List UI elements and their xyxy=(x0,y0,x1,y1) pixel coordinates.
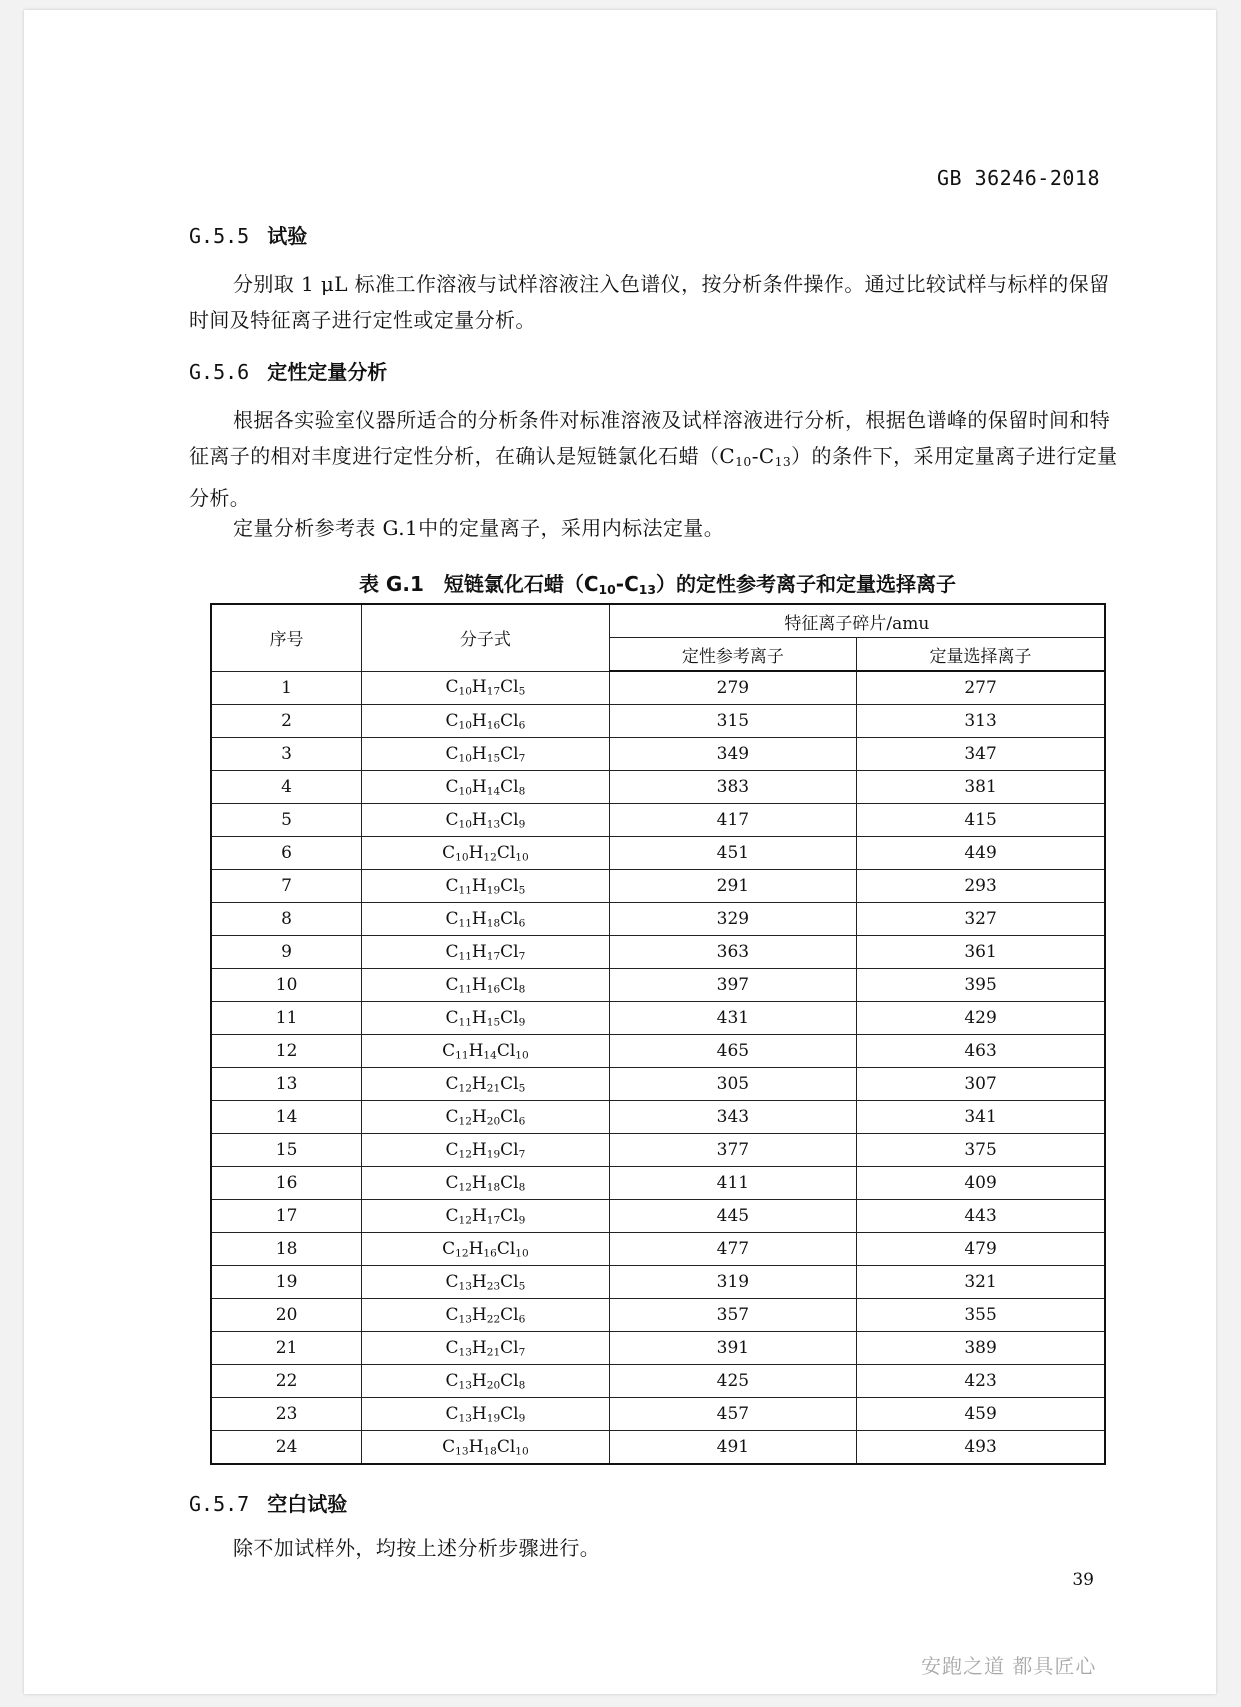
paragraph-qualitative-quantitative: 根据各实验室仪器所适合的分析条件对标准溶液及试样溶液进行分析，根据色谱峰的保留时间和特征离子的相对丰度进行定性分析，在确认是短链氯化石蜡$(C_{10}-C_{13})$的条件下，采用定量离子进行定量分析。 xyxy=(189,408,1118,511)
section-title: 定性定量分析 xyxy=(267,360,388,384)
column-header-quantitative: 定量选择离子 xyxy=(857,638,1105,672)
row-qualitative-ion: 451 xyxy=(609,837,856,870)
row-qualitative-ion: 329 xyxy=(609,903,856,936)
row-qualitative-ion: 491 xyxy=(609,1431,856,1465)
row-qualitative-ion: 377 xyxy=(609,1134,856,1167)
table-row xyxy=(211,1431,1105,1465)
row-quantitative-ion: 463 xyxy=(857,1035,1105,1068)
section-number: G.5.6 xyxy=(189,360,250,384)
row-formula: $C_{11}H_{16}Cl_8$ xyxy=(362,969,610,1002)
table-row xyxy=(211,1299,1105,1332)
row-index: 23 xyxy=(211,1398,362,1431)
row-quantitative-ion: 327 xyxy=(857,903,1105,936)
row-quantitative-ion: 479 xyxy=(857,1233,1105,1266)
row-index: 3 xyxy=(211,738,362,771)
row-quantitative-ion: 375 xyxy=(857,1134,1105,1167)
row-qualitative-ion: 319 xyxy=(609,1266,856,1299)
row-qualitative-ion: 357 xyxy=(609,1299,856,1332)
row-index: 24 xyxy=(211,1431,362,1465)
table-row xyxy=(211,1035,1105,1068)
table-row xyxy=(211,1200,1105,1233)
row-index: 16 xyxy=(211,1167,362,1200)
page-number: 39 xyxy=(1072,1570,1094,1590)
table-row xyxy=(211,936,1105,969)
row-index: 15 xyxy=(211,1134,362,1167)
row-quantitative-ion: 355 xyxy=(857,1299,1105,1332)
row-qualitative-ion: 425 xyxy=(609,1365,856,1398)
section-number: G.5.5 xyxy=(189,224,250,248)
section-heading-g-5-7 xyxy=(189,1488,347,1517)
row-index: 14 xyxy=(211,1101,362,1134)
row-qualitative-ion: 315 xyxy=(609,705,856,738)
row-formula: $C_{13}H_{22}Cl_6$ xyxy=(362,1299,610,1332)
document-page xyxy=(24,10,1216,1694)
row-formula: $C_{13}H_{19}Cl_9$ xyxy=(362,1398,610,1431)
table-row xyxy=(211,1266,1105,1299)
table-row xyxy=(211,969,1105,1002)
table-row xyxy=(211,1233,1105,1266)
section-title: 空白试验 xyxy=(267,1492,348,1516)
row-formula: $C_{10}H_{16}Cl_6$ xyxy=(362,705,610,738)
row-qualitative-ion: 397 xyxy=(609,969,856,1002)
row-quantitative-ion: 361 xyxy=(857,936,1105,969)
row-qualitative-ion: 279 xyxy=(609,671,856,705)
row-formula: $C_{12}H_{21}Cl_5$ xyxy=(362,1068,610,1101)
row-quantitative-ion: 341 xyxy=(857,1101,1105,1134)
row-formula: $C_{11}H_{19}Cl_5$ xyxy=(362,870,610,903)
row-formula: $C_{11}H_{17}Cl_7$ xyxy=(362,936,610,969)
row-quantitative-ion: 277 xyxy=(857,671,1105,705)
section-heading-g-5-5 xyxy=(189,220,307,249)
table-row xyxy=(211,1068,1105,1101)
watermark-text: 安跑之道 都具匠心 xyxy=(921,1654,1097,1678)
column-group-header: 特征离子碎片/amu xyxy=(609,604,1105,638)
paragraph-quantitation-method: 定量分析参考表 G.1中的定量离子，采用内标法定量。 xyxy=(233,516,725,540)
row-qualitative-ion: 477 xyxy=(609,1233,856,1266)
row-index: 5 xyxy=(211,804,362,837)
row-formula: $C_{12}H_{16}Cl_{10}$ xyxy=(362,1233,610,1266)
section-number: G.5.7 xyxy=(189,1492,250,1516)
row-quantitative-ion: 307 xyxy=(857,1068,1105,1101)
row-quantitative-ion: 459 xyxy=(857,1398,1105,1431)
table-row xyxy=(211,1167,1105,1200)
row-qualitative-ion: 391 xyxy=(609,1332,856,1365)
row-index: 13 xyxy=(211,1068,362,1101)
row-qualitative-ion: 343 xyxy=(609,1101,856,1134)
row-qualitative-ion: 411 xyxy=(609,1167,856,1200)
row-quantitative-ion: 409 xyxy=(857,1167,1105,1200)
row-formula: $C_{13}H_{18}Cl_{10}$ xyxy=(362,1431,610,1465)
row-quantitative-ion: 493 xyxy=(857,1431,1105,1465)
row-formula: $C_{12}H_{17}Cl_9$ xyxy=(362,1200,610,1233)
row-index: 7 xyxy=(211,870,362,903)
table-row xyxy=(211,1101,1105,1134)
row-formula: $C_{12}H_{20}Cl_6$ xyxy=(362,1101,610,1134)
standard-code: GB 36246-2018 xyxy=(936,166,1100,190)
row-qualitative-ion: 291 xyxy=(609,870,856,903)
row-quantitative-ion: 415 xyxy=(857,804,1105,837)
table-row xyxy=(211,903,1105,936)
column-header-qualitative: 定性参考离子 xyxy=(609,638,856,672)
row-qualitative-ion: 383 xyxy=(609,771,856,804)
row-formula: $C_{10}H_{13}Cl_9$ xyxy=(362,804,610,837)
row-index: 10 xyxy=(211,969,362,1002)
row-formula: $C_{13}H_{20}Cl_8$ xyxy=(362,1365,610,1398)
table-row xyxy=(211,870,1105,903)
row-quantitative-ion: 347 xyxy=(857,738,1105,771)
row-formula: $C_{12}H_{18}Cl_8$ xyxy=(362,1167,610,1200)
table-caption: 表 G.1 短链氯化石蜡$(C_{10}-C_{13})$的定性参考离子和定量选择离子 xyxy=(358,572,957,598)
row-quantitative-ion: 321 xyxy=(857,1266,1105,1299)
row-quantitative-ion: 293 xyxy=(857,870,1105,903)
row-formula: $C_{11}H_{15}Cl_9$ xyxy=(362,1002,610,1035)
row-qualitative-ion: 417 xyxy=(609,804,856,837)
row-formula: $C_{13}H_{23}Cl_5$ xyxy=(362,1266,610,1299)
row-index: 11 xyxy=(211,1002,362,1035)
row-index: 4 xyxy=(211,771,362,804)
row-qualitative-ion: 457 xyxy=(609,1398,856,1431)
column-header-formula: 分子式 xyxy=(362,604,610,671)
column-header-index: 序号 xyxy=(211,604,362,671)
row-quantitative-ion: 429 xyxy=(857,1002,1105,1035)
row-index: 18 xyxy=(211,1233,362,1266)
section-heading-g-5-6 xyxy=(189,356,387,385)
paragraph-test: 分别取 1 μL 标准工作溶液与试样溶液注入色谱仪，按分析条件操作。通过比较试样与标样的保留时间及特征离子进行定性或定量分析。 xyxy=(189,272,1110,332)
table-row xyxy=(211,705,1105,738)
row-formula: $C_{10}H_{17}Cl_5$ xyxy=(362,671,610,705)
row-qualitative-ion: 363 xyxy=(609,936,856,969)
row-formula: $C_{10}H_{12}Cl_{10}$ xyxy=(362,837,610,870)
table-row xyxy=(211,738,1105,771)
row-index: 8 xyxy=(211,903,362,936)
row-index: 2 xyxy=(211,705,362,738)
section-title: 试验 xyxy=(267,224,308,248)
row-index: 1 xyxy=(211,671,362,705)
table-row xyxy=(211,1398,1105,1431)
row-quantitative-ion: 443 xyxy=(857,1200,1105,1233)
row-quantitative-ion: 313 xyxy=(857,705,1105,738)
row-index: 22 xyxy=(211,1365,362,1398)
row-quantitative-ion: 389 xyxy=(857,1332,1105,1365)
row-index: 9 xyxy=(211,936,362,969)
table-row xyxy=(211,671,1105,705)
row-qualitative-ion: 465 xyxy=(609,1035,856,1068)
row-formula: $C_{10}H_{14}Cl_8$ xyxy=(362,771,610,804)
row-formula: $C_{11}H_{18}Cl_6$ xyxy=(362,903,610,936)
row-formula: $C_{10}H_{15}Cl_7$ xyxy=(362,738,610,771)
row-index: 20 xyxy=(211,1299,362,1332)
table-row xyxy=(211,804,1105,837)
row-quantitative-ion: 449 xyxy=(857,837,1105,870)
row-qualitative-ion: 305 xyxy=(609,1068,856,1101)
ion-table xyxy=(210,603,1106,1465)
row-formula: $C_{12}H_{19}Cl_7$ xyxy=(362,1134,610,1167)
row-formula: $C_{11}H_{14}Cl_{10}$ xyxy=(362,1035,610,1068)
row-index: 6 xyxy=(211,837,362,870)
row-formula: $C_{13}H_{21}Cl_7$ xyxy=(362,1332,610,1365)
table-row xyxy=(211,1002,1105,1035)
row-qualitative-ion: 445 xyxy=(609,1200,856,1233)
table-row xyxy=(211,771,1105,804)
row-quantitative-ion: 423 xyxy=(857,1365,1105,1398)
row-quantitative-ion: 381 xyxy=(857,771,1105,804)
paragraph-blank-test: 除不加试样外，均按上述分析步骤进行。 xyxy=(233,1536,601,1560)
table-row xyxy=(211,1332,1105,1365)
table-row xyxy=(211,1134,1105,1167)
row-index: 19 xyxy=(211,1266,362,1299)
table-row xyxy=(211,1365,1105,1398)
table-row xyxy=(211,837,1105,870)
row-index: 12 xyxy=(211,1035,362,1068)
row-quantitative-ion: 395 xyxy=(857,969,1105,1002)
row-index: 21 xyxy=(211,1332,362,1365)
row-qualitative-ion: 349 xyxy=(609,738,856,771)
row-qualitative-ion: 431 xyxy=(609,1002,856,1035)
row-index: 17 xyxy=(211,1200,362,1233)
